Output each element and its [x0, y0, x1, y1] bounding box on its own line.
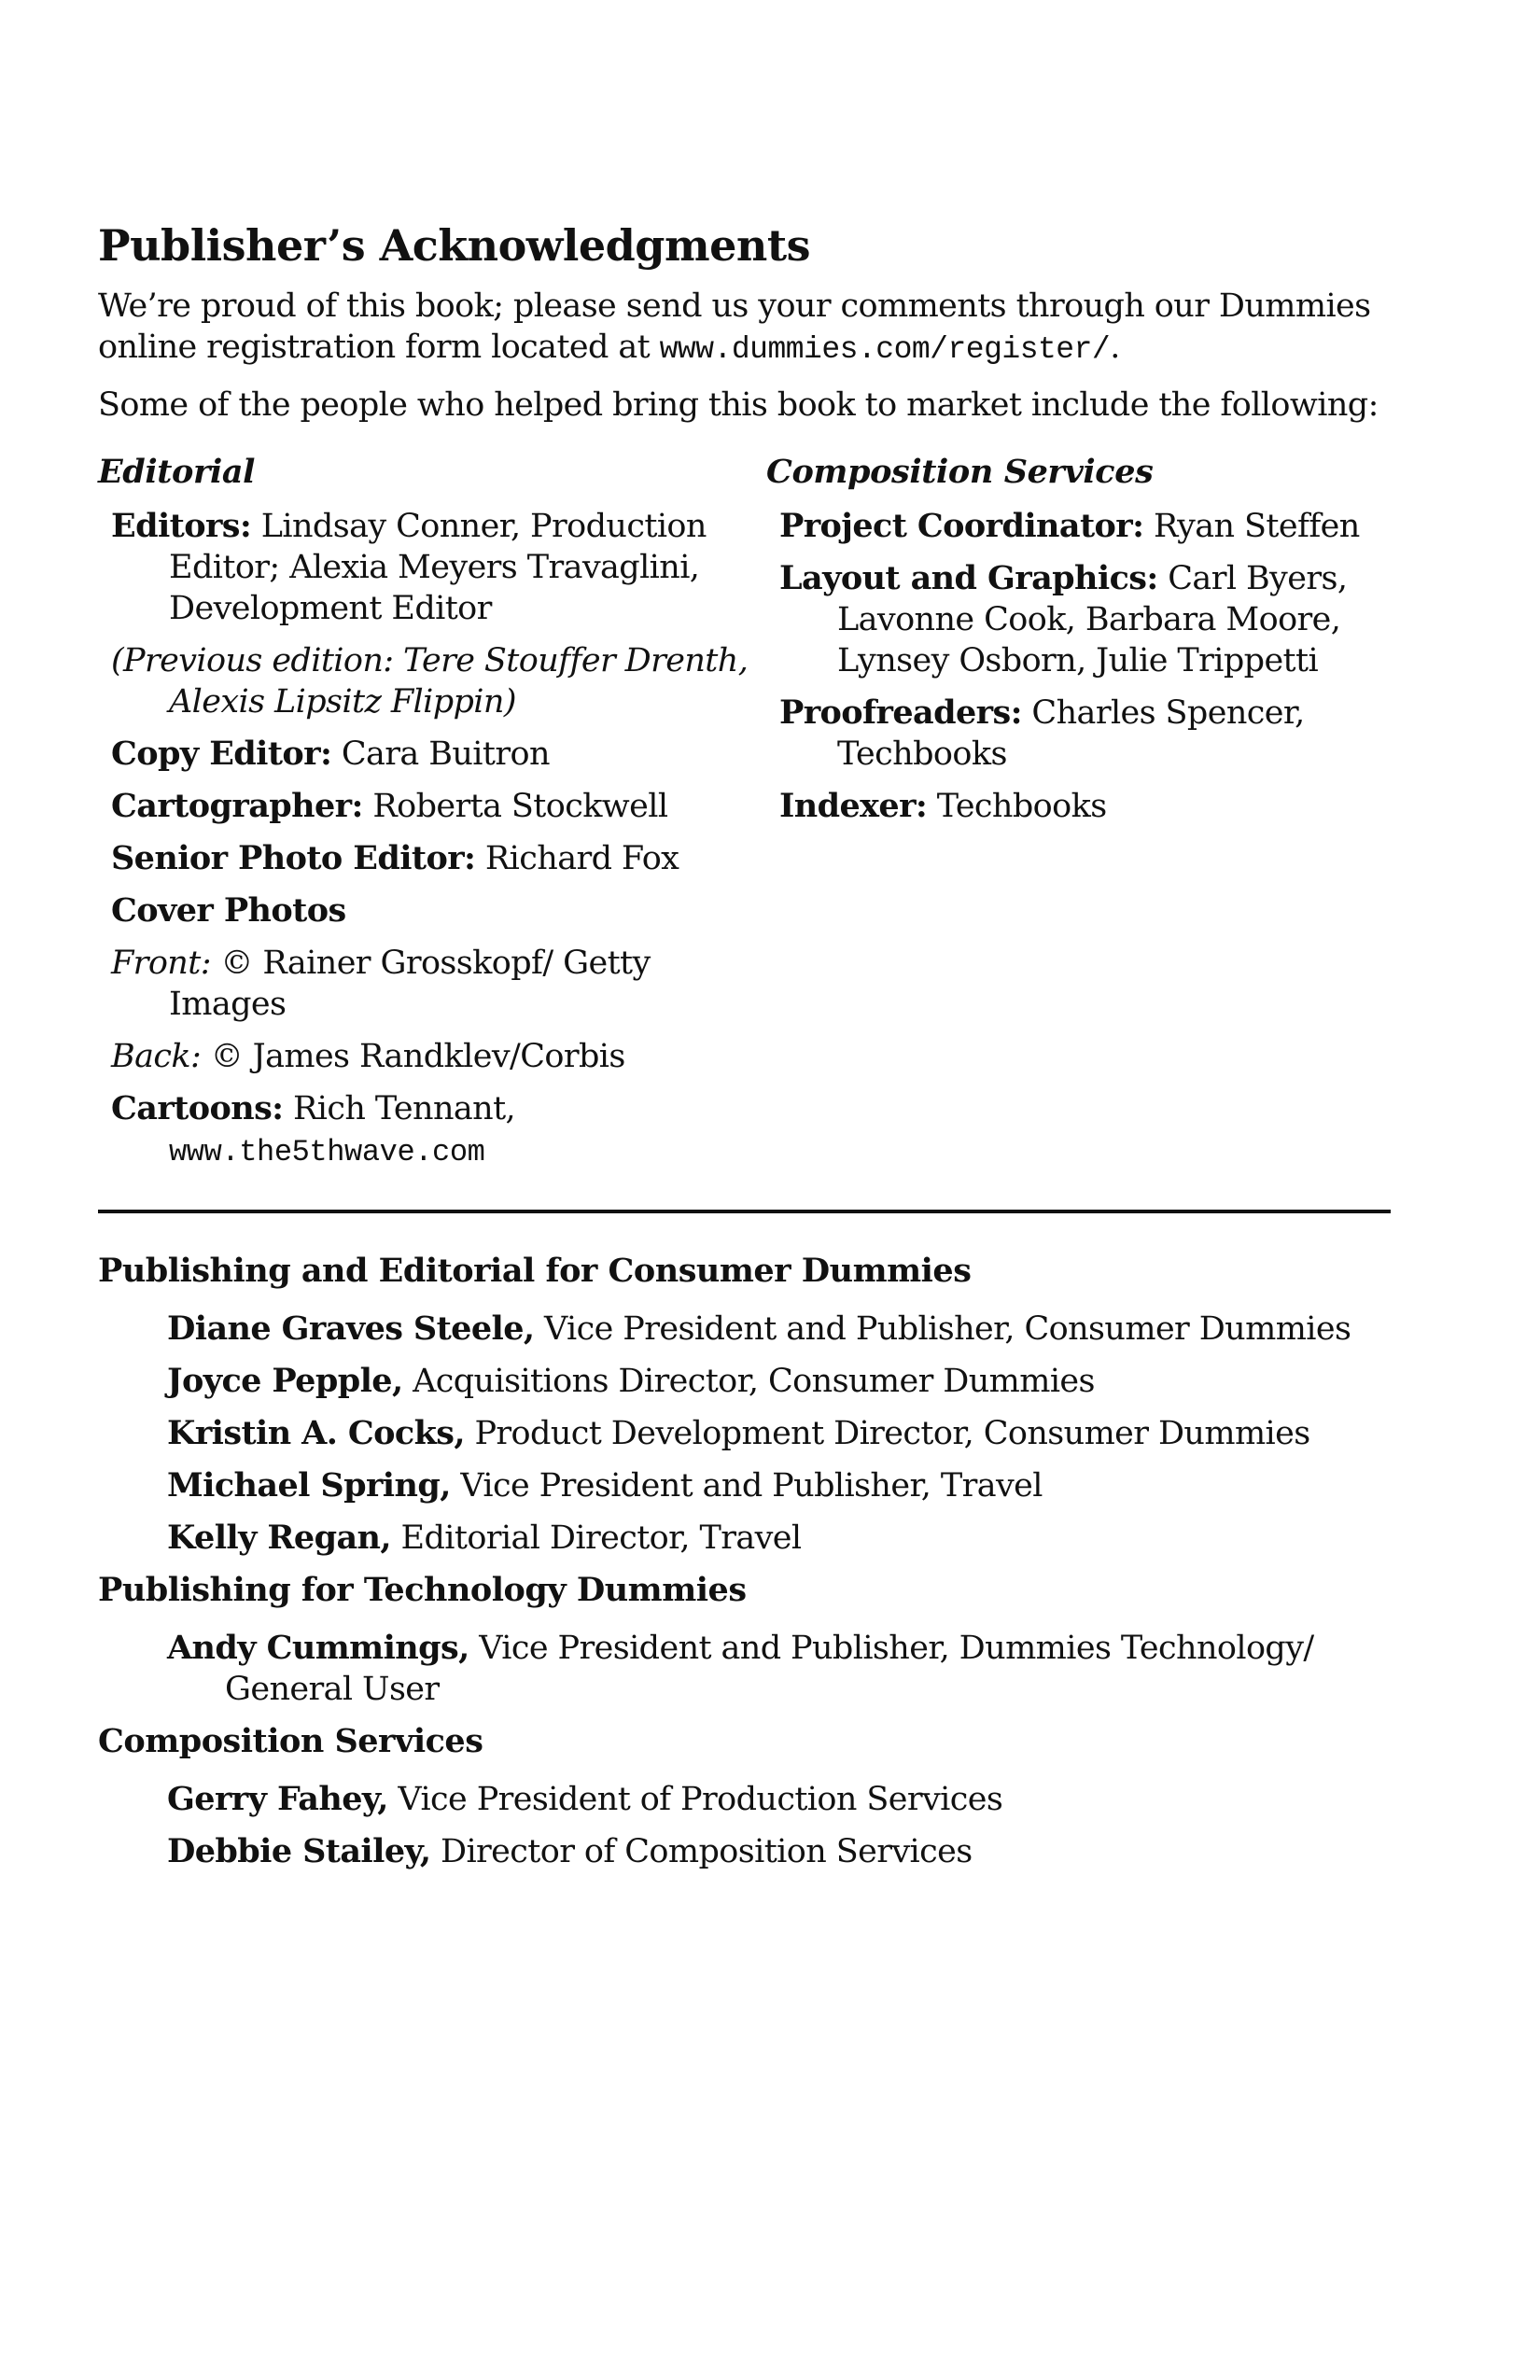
page-title: Publisher’s Acknowledgments	[98, 220, 810, 271]
composition-heading: Composition Services	[766, 453, 1154, 491]
layout-graphics-entry	[766, 558, 1401, 681]
staff-role: Vice President and Publisher, Travel	[450, 1467, 1043, 1505]
editorial-heading: Editorial	[98, 453, 256, 491]
proofreaders-label: Proofreaders:	[779, 693, 1022, 732]
front-photo-entry	[98, 943, 770, 1025]
cartoons-url[interactable]: www.the5thwave.com	[169, 1135, 485, 1169]
proofreaders-value: Charles Spencer, Techbooks	[837, 694, 1305, 773]
staff-role: Product Development Director, Consumer Dummies	[464, 1415, 1310, 1452]
indexer-value: Techbooks	[927, 788, 1107, 825]
cartographer-entry	[98, 786, 770, 827]
photo-editor-entry	[98, 838, 770, 879]
staff-entry	[98, 1831, 1423, 1872]
layout-graphics-label: Layout and Graphics:	[779, 559, 1158, 597]
staff-entry	[98, 1361, 1423, 1402]
front-value: © Rainer Grosskopf/ Getty Images	[169, 945, 651, 1023]
cover-photos-entry	[98, 890, 770, 931]
intro-paragraph-2: Some of the people who helped bring this book to market include the following:	[98, 386, 1379, 424]
staff-entry	[98, 1779, 1423, 1820]
staff-name: Gerry Fahey,	[167, 1780, 388, 1818]
technology-heading: Publishing for Technology Dummies	[98, 1571, 747, 1609]
layout-graphics-value: Carl Byers, Lavonne Cook, Barbara Moore, Lynsey Osborn, Julie Trippetti	[837, 560, 1348, 679]
editors-entry	[98, 506, 770, 629]
copy-editor-entry	[98, 734, 770, 775]
staff-name: Diane Graves Steele,	[167, 1309, 535, 1348]
editors-value: Lindsay Conner, Production Editor; Alexia Meyers Travaglini, Development Editor	[169, 508, 707, 627]
front-label: Front:	[111, 945, 211, 982]
staff-role: Vice President of Production Services	[387, 1781, 1003, 1818]
intro-paragraph	[98, 286, 1423, 371]
staff-entry	[98, 1465, 1423, 1506]
cartoons-value: Rich Tennant,	[283, 1090, 516, 1127]
staff-role: Editorial Director, Travel	[390, 1519, 802, 1557]
staff-name: Debbie Stailey,	[167, 1832, 431, 1870]
staff-name: Andy Cummings,	[167, 1629, 469, 1667]
registration-url[interactable]: www.dummies.com/register/	[659, 332, 1111, 367]
staff-entry	[98, 1628, 1423, 1710]
cartographer-label: Cartographer:	[111, 787, 363, 825]
staff-entry	[98, 1309, 1423, 1350]
cartoons-entry	[98, 1088, 770, 1173]
project-coordinator-entry	[766, 506, 1401, 547]
cartographer-value: Roberta Stockwell	[362, 788, 668, 825]
cover-photos-label: Cover Photos	[111, 891, 346, 930]
publishing-staff-section	[98, 1251, 1423, 1883]
back-value: © James Randklev/Corbis	[201, 1038, 625, 1075]
photo-editor-label: Senior Photo Editor:	[111, 839, 476, 877]
previous-edition-text: (Previous edition: Tere Stouffer Drenth, Alexis Lipsitz Flippin)	[111, 642, 749, 721]
staff-entry	[98, 1518, 1423, 1559]
intro-text: We’re proud of this book; please send us your comments through our Dummies online registration form located at	[98, 287, 1371, 366]
staff-role: Vice President and Publisher, Dummies Technology/ General User	[225, 1630, 1314, 1708]
staff-role: Acquisitions Director, Consumer Dummies	[402, 1363, 1095, 1400]
staff-entry	[98, 1413, 1423, 1454]
project-coordinator-value: Ryan Steffen	[1143, 508, 1360, 545]
composition-bottom-heading: Composition Services	[98, 1722, 483, 1760]
project-coordinator-label: Project Coordinator:	[779, 507, 1144, 545]
copy-editor-value: Cara Buitron	[331, 735, 550, 773]
proofreaders-entry	[766, 693, 1401, 775]
cartoons-label: Cartoons:	[111, 1089, 284, 1127]
staff-name: Michael Spring,	[167, 1466, 451, 1505]
section-divider	[98, 1210, 1391, 1213]
consumer-heading: Publishing and Editorial for Consumer Dummies	[98, 1252, 972, 1290]
staff-name: Joyce Pepple,	[167, 1362, 403, 1400]
back-photo-entry	[98, 1036, 770, 1077]
intro-end: .	[1110, 329, 1120, 366]
copy-editor-label: Copy Editor:	[111, 735, 332, 773]
editors-label: Editors:	[111, 507, 252, 545]
indexer-label: Indexer:	[779, 787, 928, 825]
staff-name: Kelly Regan,	[167, 1519, 391, 1557]
indexer-entry	[766, 786, 1401, 827]
previous-edition-entry	[98, 640, 770, 722]
staff-role: Vice President and Publisher, Consumer Dummies	[534, 1310, 1351, 1348]
composition-column	[766, 452, 1401, 838]
staff-name: Kristin A. Cocks,	[167, 1414, 465, 1452]
back-label: Back:	[111, 1038, 202, 1075]
editorial-column	[98, 452, 770, 1184]
photo-editor-value: Richard Fox	[475, 840, 679, 877]
staff-role: Director of Composition Services	[430, 1833, 973, 1870]
